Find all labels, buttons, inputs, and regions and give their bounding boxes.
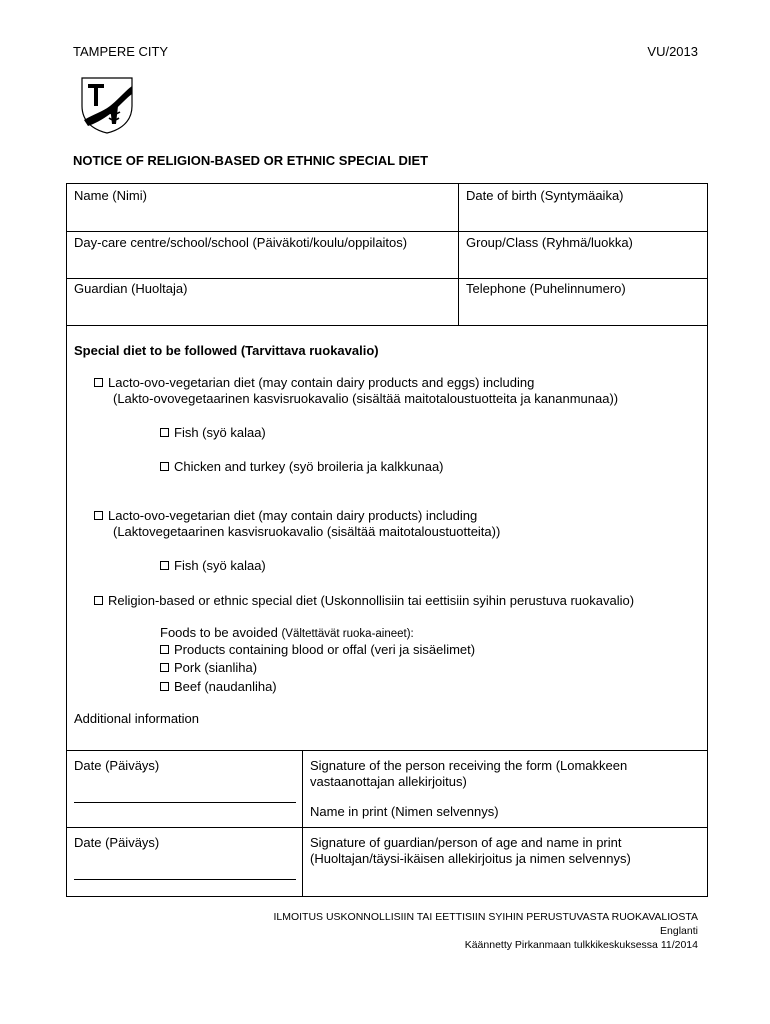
- option-avoid-blood[interactable]: Products containing blood or offal (veri ja sisäelimet): [160, 642, 475, 657]
- receiver-signature-label-2: vastaanottajan allekirjoitus): [310, 774, 467, 789]
- name-print-field[interactable]: Name in print (Nimen selvennys): [310, 804, 499, 819]
- guardian-field[interactable]: Guardian (Huoltaja): [74, 281, 188, 296]
- header-code: VU/2013: [647, 44, 698, 59]
- checkbox-opt1-chicken[interactable]: [160, 462, 169, 471]
- dob-field[interactable]: Date of birth (Syntymäaika): [466, 188, 624, 203]
- checkbox-avoid-blood[interactable]: [160, 645, 169, 654]
- form-table: [66, 183, 708, 897]
- option-lacto-ovo-eggs-fi: (Lakto-ovovegetaarinen kasvisruokavalio (sisältää maitotaloustuotteita ja kananmunaa)): [113, 391, 619, 406]
- date-field-1[interactable]: Date (Päiväys): [74, 758, 160, 773]
- option-opt2-fish[interactable]: Fish (syö kalaa): [160, 558, 266, 573]
- header-city: TAMPERE CITY: [73, 44, 169, 59]
- receiver-signature-label: Signature of the person receiving the form (Lomakkeen: [310, 758, 628, 773]
- footer-title: ILMOITUS USKONNOLLISIIN TAI EETTISIIN SYIHIN PERUSTUVASTA RUOKAVALIOSTA: [273, 911, 698, 923]
- date-line-2[interactable]: [74, 879, 296, 880]
- checkbox-opt2-fish[interactable]: [160, 561, 169, 570]
- option-avoid-pork[interactable]: Pork (sianliha): [160, 660, 257, 675]
- guardian-signature-label-2: (Huoltajan/täysi-ikäisen allekirjoitus ja nimen selvennys): [310, 851, 631, 866]
- option-religion-based[interactable]: Religion-based or ethnic special diet (Uskonnollisiin tai eettisiin syihin perustuva ruokavalio): [94, 593, 634, 608]
- name-field[interactable]: Name (Nimi): [74, 188, 147, 203]
- checkbox-avoid-beef[interactable]: [160, 682, 169, 691]
- footer-language: Englanti: [660, 925, 698, 937]
- form-title: NOTICE OF RELIGION-BASED OR ETHNIC SPECIAL DIET: [73, 153, 429, 168]
- diet-heading: Special diet to be followed (Tarvittava ruokavalio): [74, 343, 379, 358]
- checkbox-lacto-ovo-eggs[interactable]: [94, 378, 103, 387]
- option-lacto-ovo-dairy-fi: (Laktovegetaarinen kasvisruokavalio (sisältää maitotaloustuotteita)): [113, 524, 501, 539]
- checkbox-avoid-pork[interactable]: [160, 663, 169, 672]
- option-avoid-beef[interactable]: Beef (naudanliha): [160, 679, 277, 694]
- checkbox-religion-based[interactable]: [94, 596, 103, 605]
- guardian-signature-label[interactable]: Signature of guardian/person of age and name in print: [310, 835, 622, 850]
- footer-translation: Käännetty Pirkanmaan tulkkikeskuksessa 11/2014: [464, 939, 698, 951]
- option-opt1-chicken[interactable]: Chicken and turkey (syö broileria ja kalkkunaa): [160, 459, 444, 474]
- tampere-crest-icon: [80, 76, 134, 134]
- option-opt1-fish[interactable]: Fish (syö kalaa): [160, 425, 266, 440]
- option-lacto-ovo-dairy[interactable]: Lacto-ovo-vegetarian diet (may contain dairy products) including: [94, 508, 477, 523]
- school-field[interactable]: Day-care centre/school/school (Päiväkoti/koulu/oppilaitos): [74, 235, 408, 250]
- avoid-label: Foods to be avoided (Vältettävät ruoka-aineet):: [160, 625, 414, 640]
- group-field[interactable]: Group/Class (Ryhmä/luokka): [466, 235, 633, 250]
- date-line-1[interactable]: [74, 802, 296, 803]
- checkbox-opt1-fish[interactable]: [160, 428, 169, 437]
- option-lacto-ovo-eggs[interactable]: Lacto-ovo-vegetarian diet (may contain dairy products and eggs) including: [94, 375, 534, 390]
- telephone-field[interactable]: Telephone (Puhelinnumero): [466, 281, 626, 296]
- additional-info-field[interactable]: Additional information: [74, 711, 200, 726]
- checkbox-lacto-ovo-dairy[interactable]: [94, 511, 103, 520]
- date-field-2[interactable]: Date (Päiväys): [74, 835, 160, 850]
